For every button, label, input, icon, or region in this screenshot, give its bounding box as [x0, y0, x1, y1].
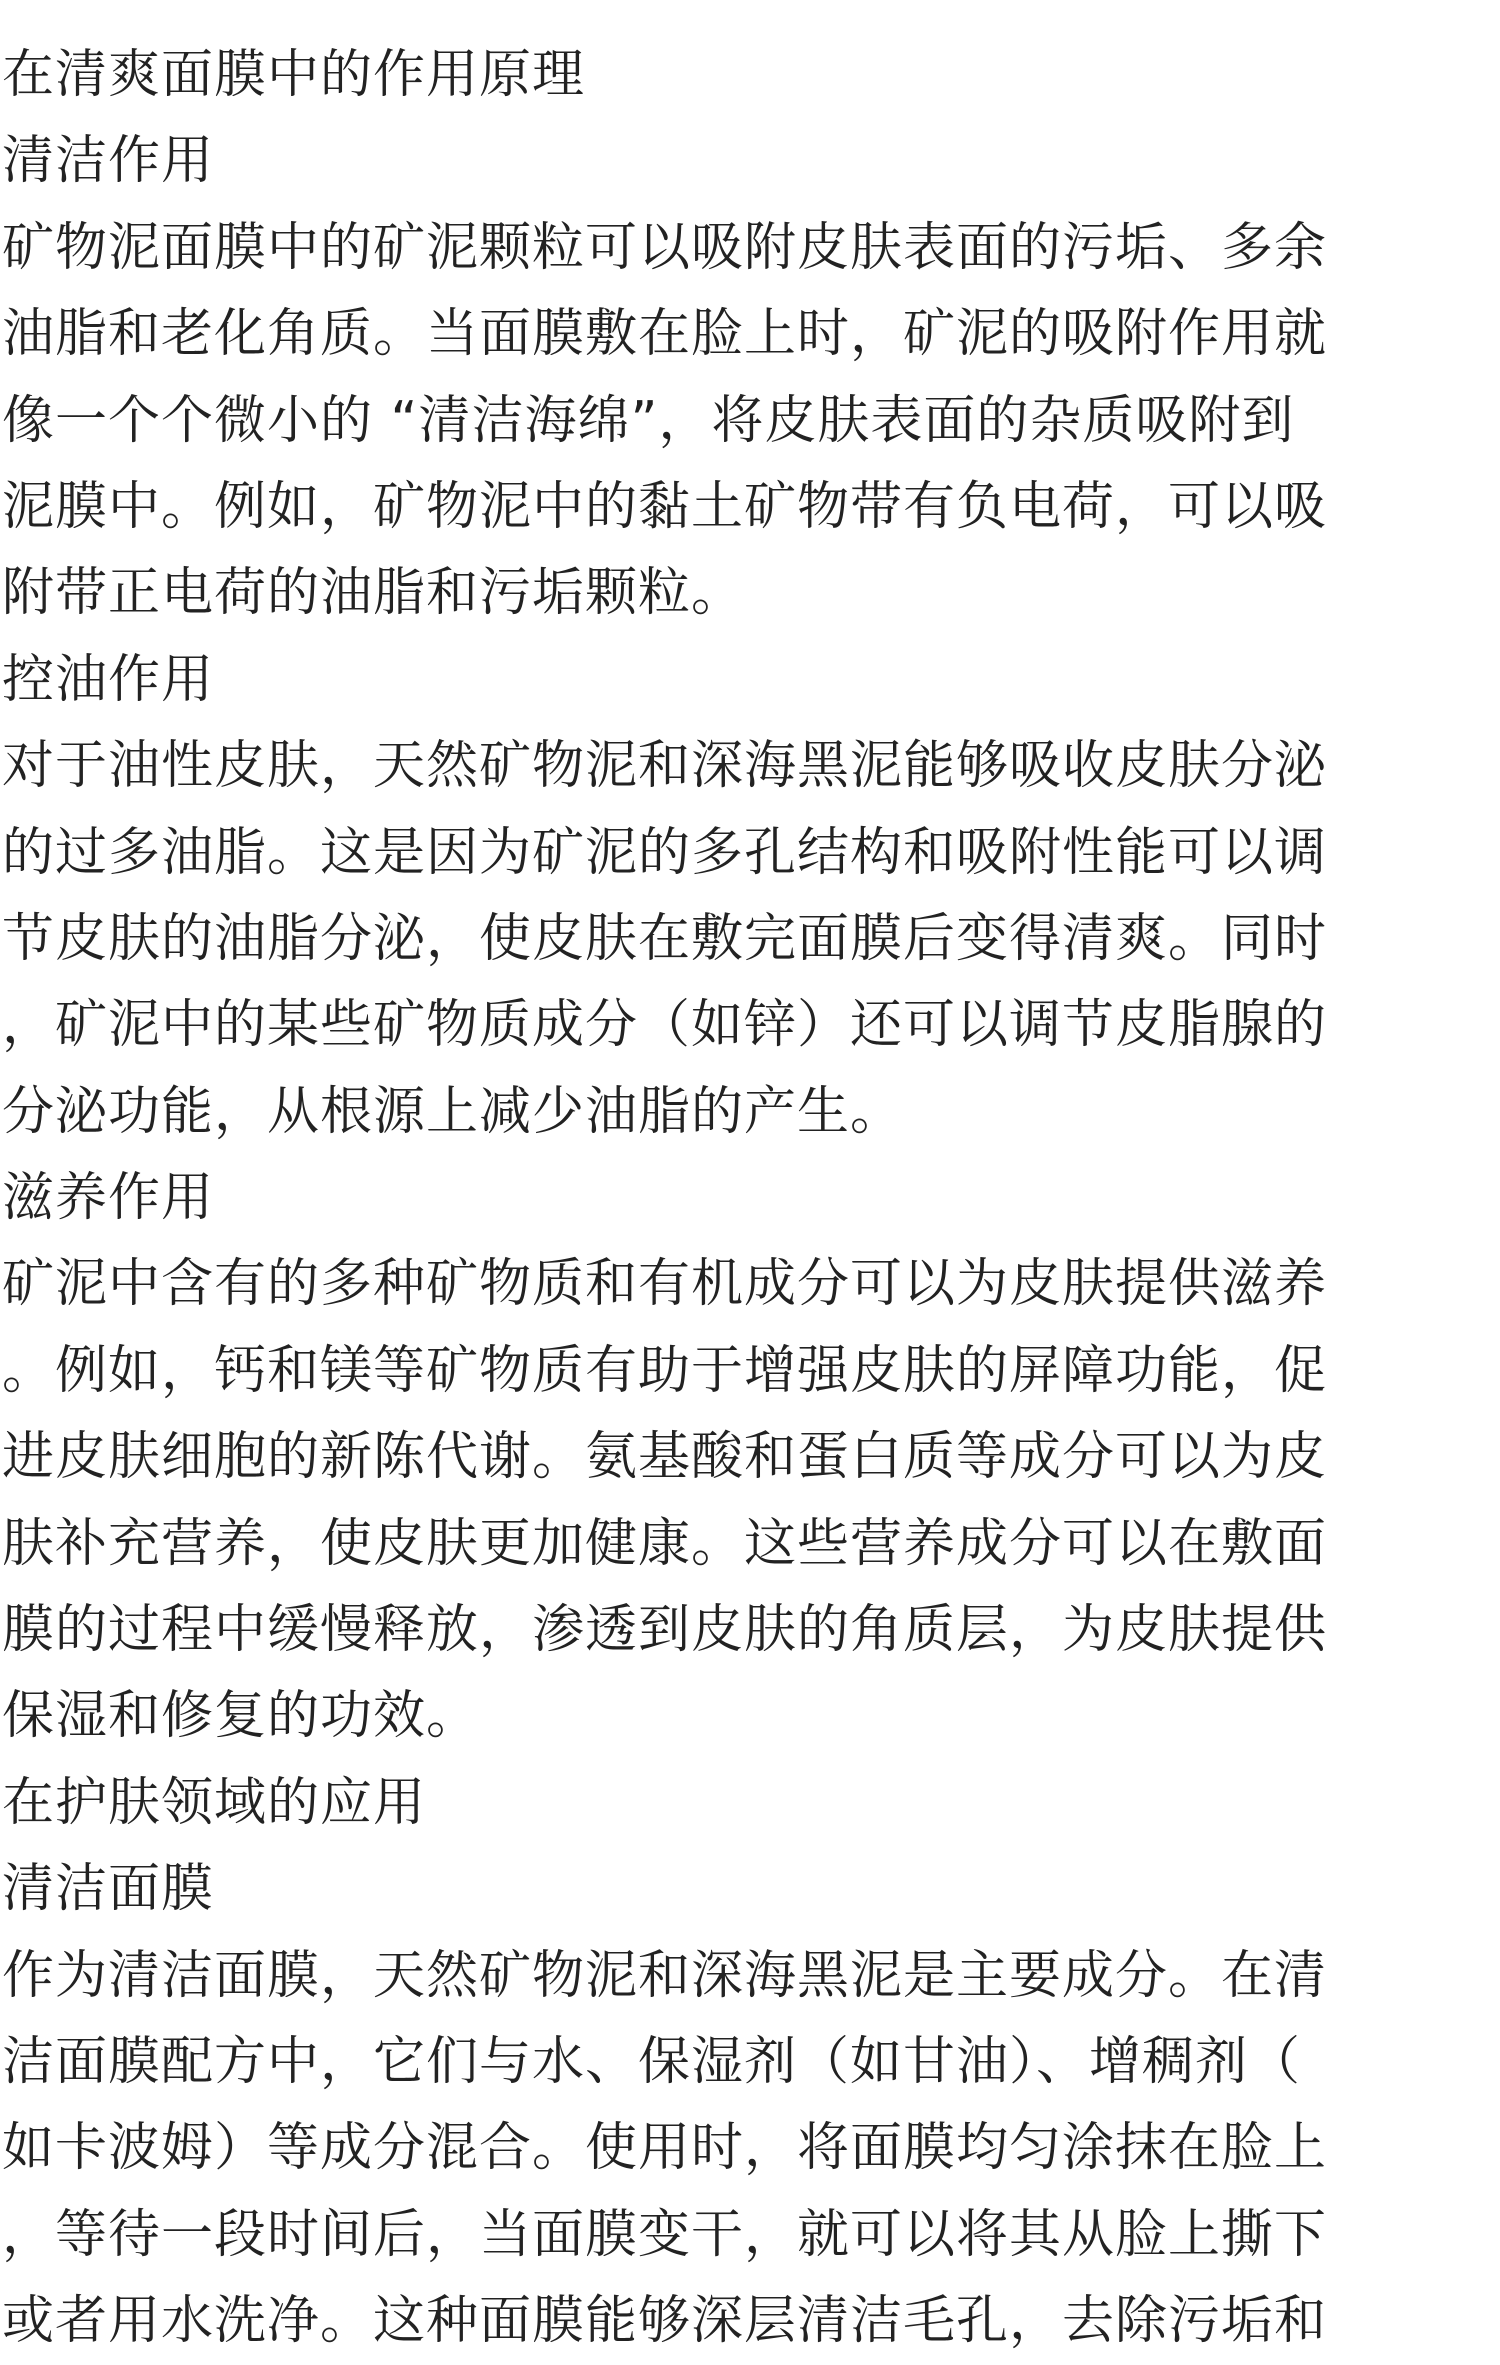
paragraph-line: 进皮肤细胞的新陈代谢。氨基酸和蛋白质等成分可以为皮 — [2, 1427, 1328, 1488]
paragraph-line: 附带正电荷的油脂和污垢颗粒。 — [2, 563, 745, 624]
paragraph-line: 膜的过程中缓慢释放，渗透到皮肤的角质层，为皮肤提供 — [2, 1600, 1328, 1661]
paragraph-line: 对于油性皮肤，天然矿物泥和深海黑泥能够吸收皮肤分泌 — [2, 736, 1328, 797]
paragraph-line: ，等待一段时间后，当面膜变干，就可以将其从脸上撕下 — [2, 2204, 1328, 2265]
paragraph-line: 节皮肤的油脂分泌，使皮肤在敷完面膜后变得清爽。同时 — [2, 908, 1328, 969]
paragraph-line: 泥膜中。例如，矿物泥中的黏土矿物带有负电荷，可以吸 — [2, 476, 1328, 537]
paragraph-line: 像一个个微小的 “清洁海绵”，将皮肤表面的杂质吸附到 — [2, 390, 1295, 451]
paragraph-line: 洁面膜配方中，它们与水、保湿剂（如甘油）、增稠剂（ — [2, 2031, 1302, 2092]
paragraph-line: 的过多油脂。这是因为矿泥的多孔结构和吸附性能可以调 — [2, 822, 1328, 883]
paragraph-line: ，矿泥中的某些矿物质成分（如锌）还可以调节皮脂腺的 — [2, 995, 1328, 1056]
subsection-heading: 滋养作用 — [2, 1168, 215, 1229]
subsection-heading: 清洁面膜 — [2, 1859, 215, 1920]
paragraph-line: 。例如，钙和镁等矿物质有助于增强皮肤的屏障功能，促 — [2, 1340, 1328, 1401]
paragraph-line: 如卡波姆）等成分混合。使用时，将面膜均匀涂抹在脸上 — [2, 2118, 1328, 2179]
subsection-heading: 控油作用 — [2, 649, 215, 710]
paragraph-line: 矿物泥面膜中的矿泥颗粒可以吸附皮肤表面的污垢、多余 — [2, 217, 1328, 278]
section-heading: 在清爽面膜中的作用原理 — [2, 45, 586, 105]
section-heading: 在护肤领域的应用 — [2, 1772, 427, 1833]
article-body — [2, 32, 1492, 2365]
paragraph-line: 或者用水洗净。这种面膜能够深层清洁毛孔，去除污垢和 — [2, 2291, 1328, 2352]
subsection-heading: 清洁作用 — [2, 131, 215, 192]
paragraph-line: 矿泥中含有的多种矿物质和有机成分可以为皮肤提供滋养 — [2, 1254, 1328, 1315]
paragraph-line: 油脂和老化角质。当面膜敷在脸上时，矿泥的吸附作用就 — [2, 304, 1328, 365]
paragraph-line: 作为清洁面膜，天然矿物泥和深海黑泥是主要成分。在清 — [2, 1945, 1328, 2006]
paragraph-line: 分泌功能，从根源上减少油脂的产生。 — [2, 1081, 904, 1142]
paragraph-line: 肤补充营养，使皮肤更加健康。这些营养成分可以在敷面 — [2, 1513, 1328, 1574]
paragraph-line: 保湿和修复的功效。 — [2, 1686, 480, 1747]
